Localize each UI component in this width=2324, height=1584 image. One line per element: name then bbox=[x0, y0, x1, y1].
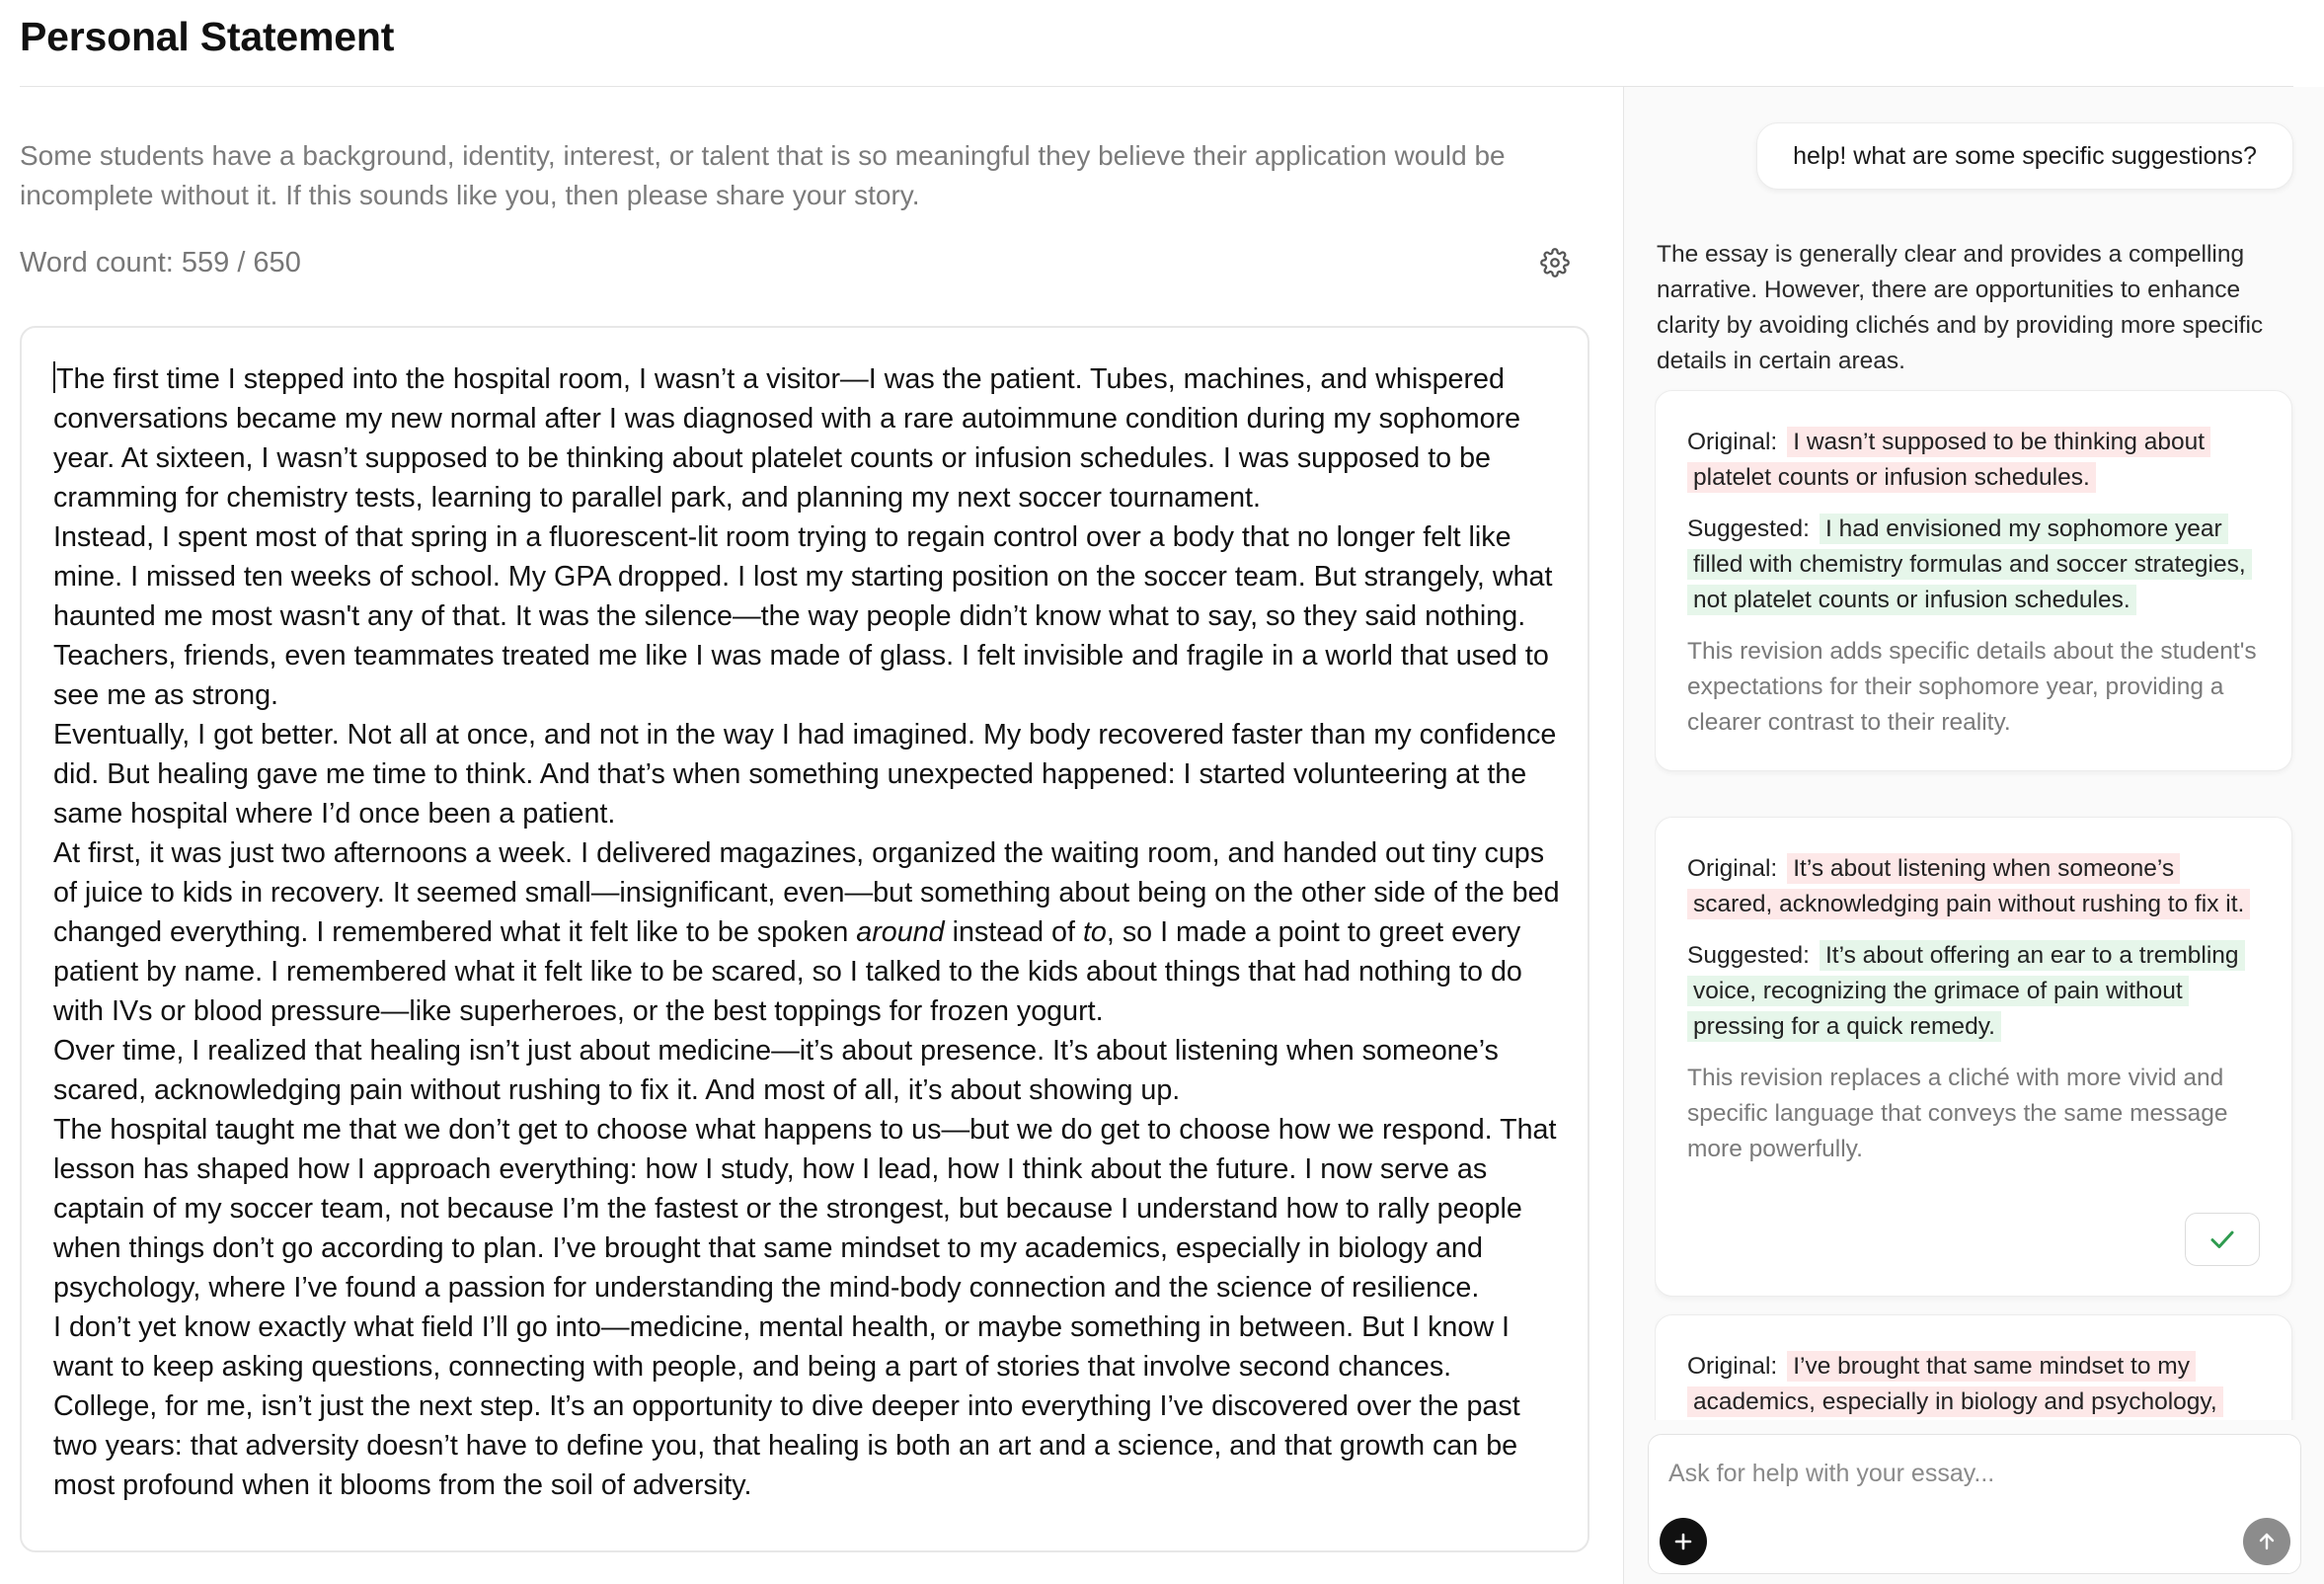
send-button[interactable] bbox=[2243, 1518, 2290, 1565]
arrow-up-icon bbox=[2255, 1530, 2279, 1553]
original-label: Original: bbox=[1687, 855, 1778, 882]
original-row bbox=[1687, 425, 2260, 496]
original-label: Original: bbox=[1687, 1353, 1778, 1380]
check-icon bbox=[2208, 1225, 2237, 1254]
plus-icon bbox=[1671, 1530, 1695, 1553]
essay-text-run: , so I made a point to greet every patient by name. I remembered what it felt like to be scared, so I talked to the kids about things that had nothing to do with IVs or blood pressure—like superheroes, or the best toppings for frozen yogurt. bbox=[53, 916, 1522, 1027]
essay-editor[interactable] bbox=[20, 326, 1589, 1552]
essay-paragraph: Instead, I spent most of that spring in a fluorescent-lit room trying to regain control over a body that no longer felt like mine. I missed ten weeks of school. My GPA dropped. I lost my starting position on the soccer team. But strangely, what haunted me most wasn't any of that. It was the silence—the way people didn’t know what to say, so they said nothing. Teachers, friends, even teammates treated me like I was made of glass. I felt invisible and fragile in a world that used to see me as strong. bbox=[53, 521, 1553, 711]
user-message: help! what are some specific suggestions? bbox=[1756, 122, 2293, 190]
suggested-label: Suggested: bbox=[1687, 515, 1810, 542]
suggestion-list[interactable] bbox=[1655, 388, 2296, 1420]
original-label: Original: bbox=[1687, 429, 1778, 455]
original-text: I’ve brought that same mindset to my academics, especially in biology and psychology, bbox=[1687, 1351, 2223, 1417]
essay-paragraph: College, for me, isn’t just the next step. It’s an opportunity to dive deeper into everything I’ve discovered over the past two years: that adversity doesn’t have to define you, that healing is both an art and a science, and that growth can be most profound when it blooms from the soil of adversity. bbox=[53, 1390, 1520, 1501]
original-row bbox=[1687, 1349, 2260, 1420]
chat-composer bbox=[1648, 1434, 2301, 1574]
original-text: It’s about listening when someone’s scared, acknowledging pain without rushing to fix it. bbox=[1687, 853, 2250, 919]
essay-paragraph: The hospital taught me that we don’t get to choose what happens to us—but we do get to choose how we respond. That lesson has shaped how I approach everything: how I study, how I lead, how I think about the future. I now serve as captain of my soccer team, not because I’m the fastest or the strongest, but because I understand how to rally people when things don’t go according to plan. I’ve brought that same mindset to my academics, especially in biology and psychology, where I’ve found a passion for understanding the mind-body connection and the science of resilience. bbox=[53, 1114, 1557, 1304]
suggested-text: It’s about offering an ear to a trembling voice, recognizing the grimace of pain without pressing for a quick remedy. bbox=[1687, 940, 2245, 1042]
essay-paragraph-text: The first time I stepped into the hospital room, I wasn’t a visitor—I was the patient. Tubes, machines, and whispered conversations became my new normal after I was diagnosed with a rare autoimmune condition during my sophomore year. At sixteen, I wasn’t supposed to be thinking about platelet counts or infusion schedules. I was supposed to be cramming for chemistry tests, learning to parallel park, and planning my next soccer tournament. bbox=[53, 363, 1521, 514]
suggestion-card[interactable] bbox=[1655, 1314, 2292, 1420]
suggestion-explanation: This revision replaces a cliché with more vivid and specific language that conveys the same message more powerfully. bbox=[1687, 1065, 2228, 1162]
essay-paragraph: Eventually, I got better. Not all at once, and not in the way I had imagined. My body recovered faster than my confidence did. But healing gave me time to think. And that’s when something unexpected happened: I started volunteering at the same hospital where I’d once been a patient. bbox=[53, 719, 1557, 830]
essay-paragraph bbox=[53, 359, 1572, 517]
essay-text-run: instead of bbox=[944, 916, 1083, 948]
gear-icon bbox=[1540, 248, 1570, 277]
suggestion-card[interactable] bbox=[1655, 817, 2292, 1297]
essay-text-run: At first, it was just two afternoons a week. I delivered magazines, organized the waiting room, and handed out tiny cups of juice to kids in recovery. It seemed small—insignificant, even—but something about being on the other side of the bed changed everything. I remembered what it felt like to be spoken bbox=[53, 837, 1560, 948]
essay-paragraph: I don’t yet know exactly what field I’ll go into—medicine, mental health, or maybe something in between. But I know I want to keep asking questions, connecting with people, and being a part of stories that involve second chances. bbox=[53, 1311, 1510, 1383]
add-attachment-button[interactable] bbox=[1660, 1518, 1707, 1565]
assistant-summary: The essay is generally clear and provides a compelling narrative. However, there are opportunities to enhance clarity by avoiding clichés and by providing more specific details in certain areas. bbox=[1657, 241, 2264, 374]
suggestion-explanation: This revision adds specific details about the student's expectations for their sophomore year, providing a clearer contrast to their reality. bbox=[1687, 638, 2257, 736]
essay-paragraph bbox=[53, 833, 1572, 1031]
accept-suggestion-button[interactable] bbox=[2185, 1213, 2260, 1266]
original-row bbox=[1687, 851, 2260, 922]
essay-paragraph: Over time, I realized that healing isn’t just about medicine—it’s about presence. It’s about listening when someone’s scared, acknowledging pain without rushing to fix it. And most of all, it’s about showing up. bbox=[53, 1035, 1499, 1106]
settings-button[interactable] bbox=[1537, 245, 1573, 280]
suggestion-card[interactable] bbox=[1655, 390, 2292, 771]
text-caret bbox=[53, 361, 55, 393]
original-text: I wasn’t supposed to be thinking about platelet counts or infusion schedules. bbox=[1687, 427, 2210, 493]
essay-emphasis: to bbox=[1082, 916, 1107, 948]
suggested-text: I had envisioned my sophomore year filled with chemistry formulas and soccer strategies, not platelet counts or infusion schedules. bbox=[1687, 514, 2252, 615]
essay-prompt: Some students have a background, identity, interest, or talent that is so meaningful they believe their application would be incomplete without it. If this sounds like you, then please share your story. bbox=[20, 140, 1506, 210]
essay-text[interactable] bbox=[53, 359, 1572, 1523]
word-count: Word count: 559 / 650 bbox=[20, 247, 301, 278]
chat-input[interactable] bbox=[1666, 1453, 2263, 1494]
suggested-label: Suggested: bbox=[1687, 942, 1810, 969]
column-divider bbox=[1623, 87, 1624, 1584]
page-title: Personal Statement bbox=[20, 14, 395, 59]
essay-emphasis: around bbox=[856, 916, 945, 948]
suggested-row bbox=[1687, 938, 2260, 1045]
suggested-row bbox=[1687, 512, 2260, 618]
